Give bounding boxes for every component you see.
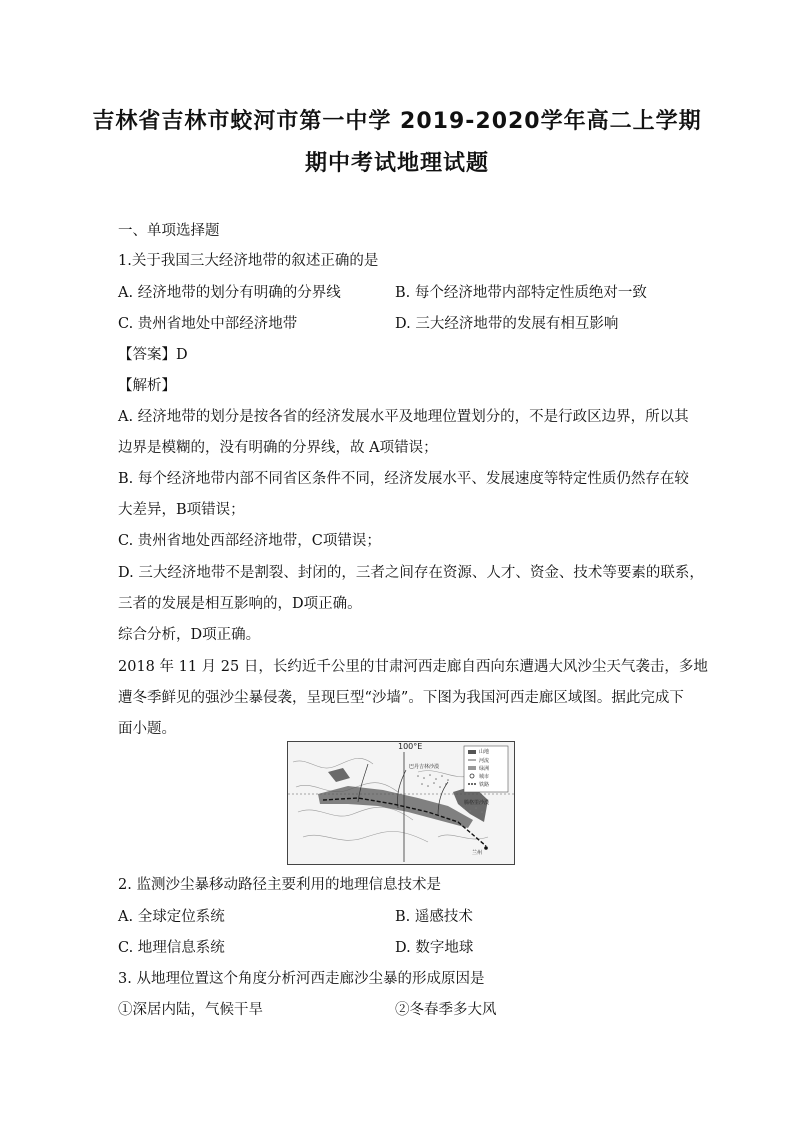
q1-option-a: A. 经济地带的划分有明确的分界线: [118, 285, 341, 301]
passage-line: 面小题。: [118, 721, 176, 737]
section-heading: 一、单项选择题: [118, 223, 220, 239]
q1-analysis-line: C. 贵州省地处西部经济地带，C项错误；: [118, 533, 381, 549]
q1-analysis-label: 【解析】: [118, 378, 176, 394]
passage-line: 2018 年 11 月 25 日，长约近千公里的甘肃河西走廊自西向东遭遇大风沙尘天气袭击，多地: [118, 659, 708, 675]
q3-stem: 3. 从地理位置这个角度分析河西走廊沙尘暴的形成原因是: [118, 971, 485, 987]
q2-stem: 2. 监测沙尘暴移动路径主要利用的地理信息技术是: [118, 877, 441, 893]
map-legend-item: 城市: [479, 774, 490, 780]
hexi-corridor-map: [287, 741, 515, 865]
q2-option-b: B. 遥感技术: [395, 909, 473, 925]
q1-analysis-line: 综合分析，D项正确。: [118, 627, 261, 643]
map-desert-label: 巴丹吉林沙漠: [409, 764, 440, 770]
q2-option-c: C. 地理信息系统: [118, 940, 225, 956]
q1-stem: 1.关于我国三大经济地带的叙述正确的是: [118, 253, 379, 269]
map-legend-item: 绿洲: [479, 766, 490, 772]
q1-option-d: D. 三大经济地带的发展有相互影响: [395, 316, 619, 332]
q1-analysis-line: D. 三大经济地带不是割裂、封闭的，三者之间存在资源、人才、资金、技术等要素的联系，: [118, 565, 704, 581]
map-desert-label: 腾格里沙漠: [464, 800, 490, 806]
q2-option-a: A. 全球定位系统: [118, 909, 225, 925]
q3-option-1: ①深居内陆，气候干旱: [118, 1002, 263, 1018]
map-meridian-label: 100°E: [398, 742, 423, 751]
q1-answer: 【答案】D: [118, 347, 188, 363]
document-title-line-2: 期中考试地理试题: [304, 151, 489, 176]
passage-line: 遭冬季鲜见的强沙尘暴侵袭，呈现巨型“沙墙”。下图为我国河西走廊区域图。据此完成下: [118, 690, 684, 706]
document-title-line-1: 吉林省吉林市蛟河市第一中学 2019-2020学年高二上学期: [92, 109, 702, 134]
q1-option-b: B. 每个经济地带内部特定性质绝对一致: [395, 285, 647, 301]
q1-analysis-line: 三者的发展是相互影响的，D项正确。: [118, 596, 362, 612]
map-legend-item: 山地: [479, 749, 490, 755]
map-city-label: 兰州: [472, 850, 483, 856]
map-legend-item: 河流: [479, 758, 490, 764]
q1-analysis-line: 大差异，B项错误；: [118, 502, 245, 518]
q1-option-c: C. 贵州省地处中部经济地带: [118, 316, 298, 332]
q3-option-2: ②冬春季多大风: [395, 1002, 497, 1018]
q1-analysis-line: A. 经济地带的划分是按各省的经济发展水平及地理位置划分的，不是行政区边界，所以其: [118, 409, 689, 425]
q1-analysis-line: B. 每个经济地带内部不同省区条件不同，经济发展水平、发展速度等特定性质仍然存在较: [118, 471, 689, 487]
map-legend-item: 铁路: [479, 782, 490, 788]
q1-analysis-line: 边界是模糊的，没有明确的分界线，故 A项错误；: [118, 440, 438, 456]
q2-option-d: D. 数字地球: [395, 940, 474, 956]
